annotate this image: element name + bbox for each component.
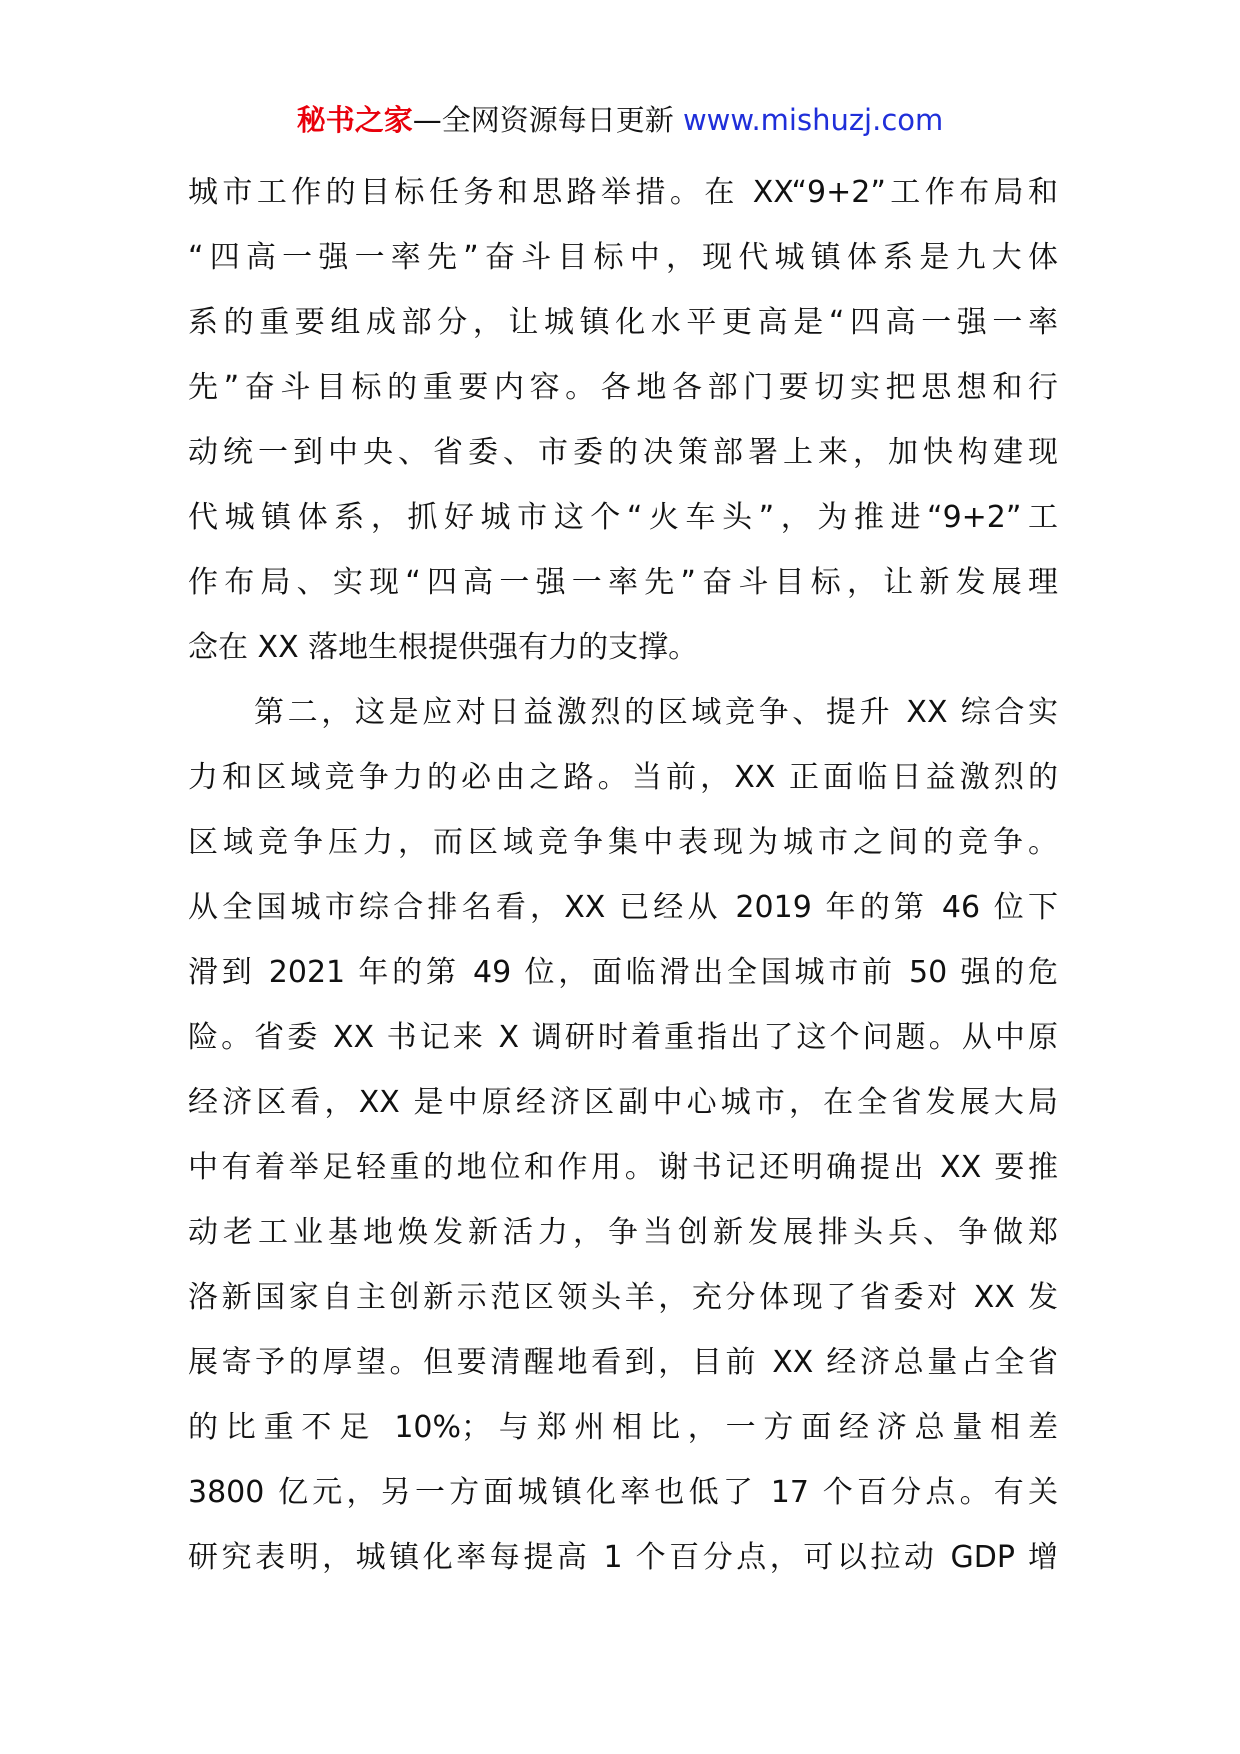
paragraph-first-line: 第二，这是应对日益激烈的区域竞争、提升 XX 综合实 [254,695,1058,730]
text-line: 代城镇体系，抓好城市这个“火车头”，为推进“9+2”工 [188,500,1058,535]
text-line: 动统一到中央、省委、市委的决策部署上来，加快构建现 [188,435,1058,470]
document-body [188,160,1058,1590]
text-line: 险。省委 XX 书记来 X 调研时着重指出了这个问题。从中原 [188,1020,1058,1055]
text-line: 先”奋斗目标的重要内容。各地各部门要切实把思想和行 [188,370,1058,405]
text-line: 中有着举足轻重的地位和作用。谢书记还明确提出 XX 要推 [188,1150,1058,1185]
text-line: 展寄予的厚望。但要清醒地看到，目前 XX 经济总量占全省 [188,1345,1058,1380]
paragraph-end-line: 念在 XX 落地生根提供强有力的支撑。 [188,630,699,665]
site-header [0,100,1240,140]
text-line: 系的重要组成部分，让城镇化水平更高是“四高一强一率 [188,305,1058,340]
text-line: 经济区看，XX 是中原经济区副中心城市，在全省发展大局 [188,1085,1058,1120]
text-line: 动老工业基地焕发新活力，争当创新发展排头兵、争做郑 [188,1215,1058,1250]
text-line: “四高一强一率先”奋斗目标中，现代城镇体系是九大体 [188,240,1058,275]
site-slogan: —全网资源每日更新 [412,103,683,137]
text-line: 作布局、实现“四高一强一率先”奋斗目标，让新发展理 [188,565,1058,600]
site-url-link[interactable]: www.mishuzj.com [682,103,944,137]
text-line: 研究表明，城镇化率每提高 1 个百分点，可以拉动 GDP 增 [188,1540,1058,1575]
text-line: 3800 亿元，另一方面城镇化率也低了 17 个百分点。有关 [188,1475,1058,1510]
text-line: 区域竞争压力，而区域竞争集中表现为城市之间的竞争。 [188,825,1058,860]
text-line: 力和区域竞争力的必由之路。当前，XX 正面临日益激烈的 [188,760,1058,795]
site-brand: 秘书之家 [296,103,413,137]
text-line: 滑到 2021 年的第 49 位，面临滑出全国城市前 50 强的危 [188,955,1058,990]
text-line: 的比重不足 10%；与郑州相比，一方面经济总量相差 [188,1410,1058,1445]
text-line: 城市工作的目标任务和思路举措。在 XX“9+2”工作布局和 [188,175,1058,210]
text-line: 从全国城市综合排名看，XX 已经从 2019 年的第 46 位下 [188,890,1058,925]
text-line: 洛新国家自主创新示范区领头羊，充分体现了省委对 XX 发 [188,1280,1058,1315]
